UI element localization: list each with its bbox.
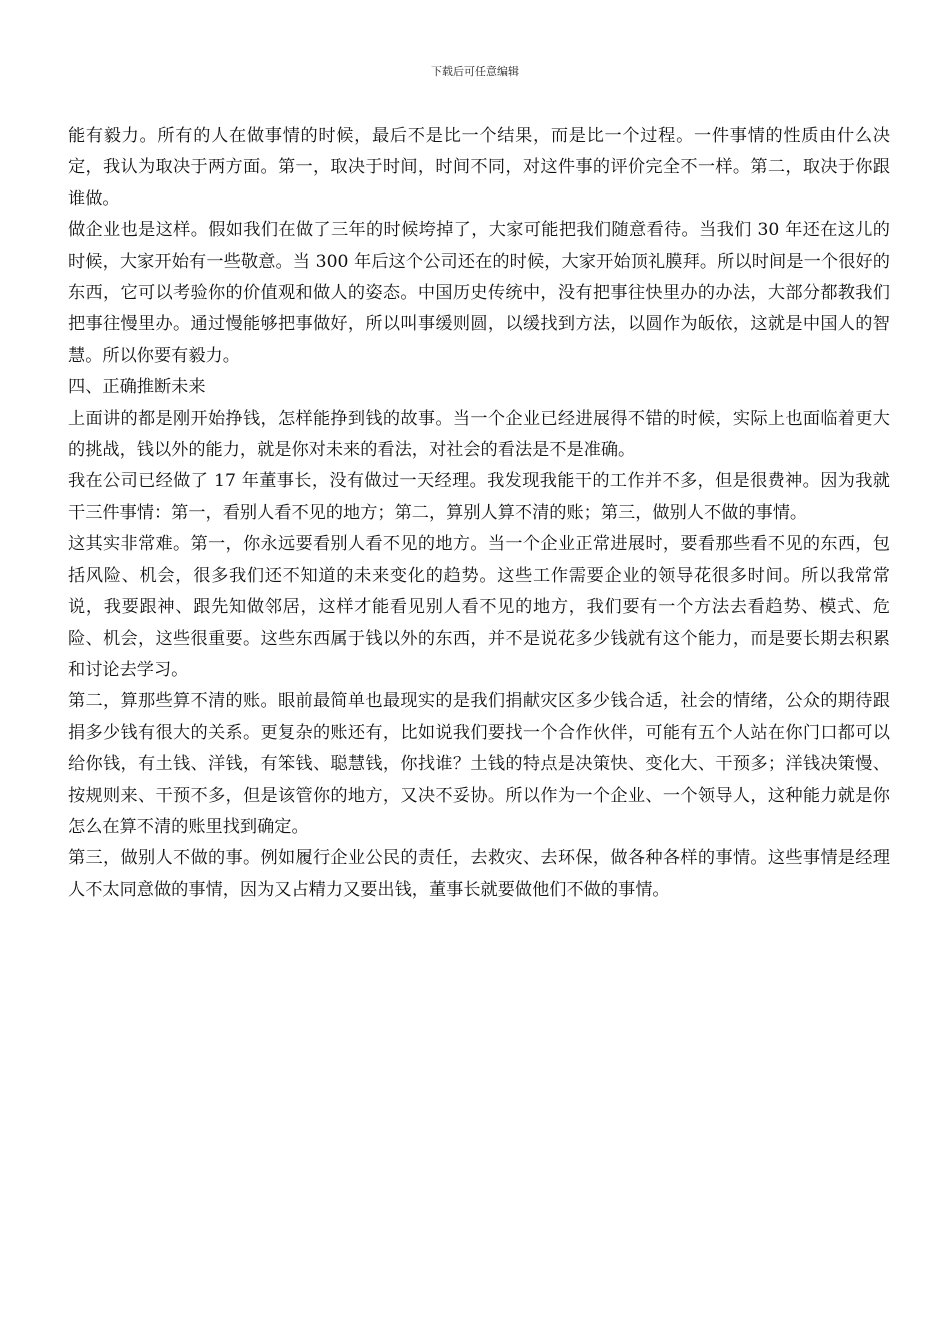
paragraph-6: 第二，算那些算不清的账。眼前最简单也最现实的是我们捐献灾区多少钱合适，社会的情绪，公众的期待跟捐多少钱有很大的关系。更复杂的账还有，比如说我们要找一个合作伙伴，可能有五个人站在你门口都可以给你钱，有土钱、洋钱，有笨钱、聪慧钱，你找谁？土钱的特点是决策快、变化大、干预多；洋钱决策慢、按规则来、干预不多，但是该管你的地方，又决不妥协。所以作为一个企业、一个领导人，这种能力就是你怎么在算不清的账里找到确定。	[68, 691, 890, 837]
paragraph-3: 上面讲的都是刚开始挣钱，怎样能挣到钱的故事。当一个企业已经进展得不错的时候，实际上也面临着更大的挑战，钱以外的能力，就是你对未来的看法，对社会的看法是不是准确。	[68, 408, 890, 461]
paragraph-4: 我在公司已经做了 17 年董事长，没有做过一天经理。我发现我能干的工作并不多，但是很费神。因为我就干三件事情：第一，看别人看不见的地方；第二，算别人算不清的账；第三，做别人不做的事情。	[68, 471, 890, 523]
page-header: 下载后可任意编辑	[431, 65, 519, 78]
paragraph-1: 能有毅力。所有的人在做事情的时候，最后不是比一个结果，而是比一个过程。一件事情的性质由什么决定，我认为取决于两方面。第一，取决于时间，时间不同，对这件事的评价完全不一样。第二，取决于你跟谁做。	[68, 126, 890, 209]
paragraph-2: 做企业也是这样。假如我们在做了三年的时候垮掉了，大家可能把我们随意看待。当我们 30 年还在这儿的时候，大家开始有一些敬意。当 300 年后这个公司还在的时候，大家开始顶礼膜拜。所以时间是一个很好的东西，它可以考验你的价值观和做人的姿态。中国历史传统中，没有把事往快里办的办法，大部分都教我们把事往慢里办。通过慢能够把事做好，所以叫事缓则圆，以缓找到方法，以圆作为皈依，这就是中国人的智慧。所以你要有毅力。	[68, 220, 890, 366]
document-body	[68, 121, 890, 906]
paragraph-7: 第三，做别人不做的事。例如履行企业公民的责任，去救灾、去环保，做各种各样的事情。这些事情是经理人不太同意做的事情，因为又占精力又要出钱，董事长就要做他们不做的事情。	[68, 848, 890, 900]
section-heading: 四、正确推断未来	[68, 377, 206, 398]
paragraph-5: 这其实非常难。第一，你永远要看别人看不见的地方。当一个企业正常进展时，要看那些看不见的东西，包括风险、机会，很多我们还不知道的未来变化的趋势。这些工作需要企业的领导花很多时间。所以我常常说，我要跟神、跟先知做邻居，这样才能看见别人看不见的地方，我们要有一个方法去看趋势、模式、危险、机会，这些很重要。这些东西属于钱以外的东西，并不是说花多少钱就有这个能力，而是要长期去积累和讨论去学习。	[68, 534, 890, 680]
